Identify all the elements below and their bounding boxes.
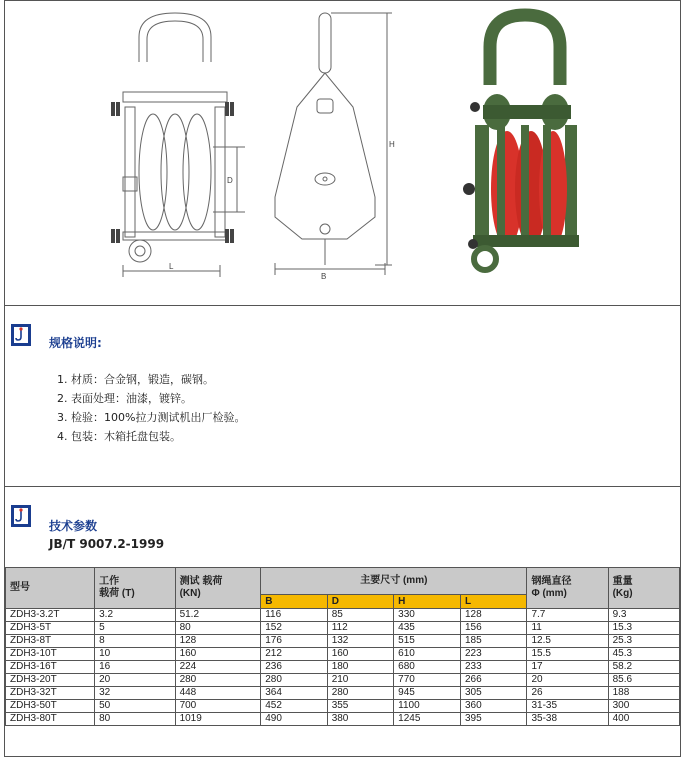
table-cell: 15.5 (527, 648, 608, 661)
table-cell: 80 (95, 713, 175, 726)
table-cell: ZDH3-32T (6, 687, 95, 700)
table-cell: 9.3 (608, 609, 679, 622)
table-cell: 330 (394, 609, 461, 622)
dim-label-h: H (389, 140, 395, 149)
table-cell: 20 (527, 674, 608, 687)
specs-heading: 规格说明: (49, 336, 102, 350)
sub-header-b: B (261, 595, 327, 609)
table-cell: ZDH3-20T (6, 674, 95, 687)
front-view-drawing (105, 7, 245, 282)
hook-logo-icon (11, 324, 31, 346)
specs-item: 4. 包装：木箱托盘包装。 (71, 427, 245, 446)
tech-heading: 技术参数 (49, 519, 98, 533)
specs-section (5, 306, 680, 487)
dim-label-b: B (321, 272, 327, 281)
table-cell: ZDH3-80T (6, 713, 95, 726)
table-cell: 305 (460, 687, 526, 700)
table-cell: ZDH3-8T (6, 635, 95, 648)
table-cell: 51.2 (175, 609, 261, 622)
table-cell: 355 (327, 700, 393, 713)
table-body (6, 609, 680, 726)
table-cell: 176 (261, 635, 327, 648)
header-model: 型号 (6, 568, 95, 609)
table-cell: 770 (394, 674, 461, 687)
tech-section (5, 487, 680, 557)
table-cell: 10 (95, 648, 175, 661)
table-cell: ZDH3-16T (6, 661, 95, 674)
table-cell: 180 (327, 661, 393, 674)
table-cell: 364 (261, 687, 327, 700)
table-cell: 280 (175, 674, 261, 687)
table-cell: 15.3 (608, 622, 679, 635)
table-cell: 188 (608, 687, 679, 700)
table-cell: 395 (460, 713, 526, 726)
table-cell: 160 (327, 648, 393, 661)
table-cell: 210 (327, 674, 393, 687)
table-cell: 212 (261, 648, 327, 661)
table-cell: 1019 (175, 713, 261, 726)
table-cell: 452 (261, 700, 327, 713)
header-weight: 重量 (Kg) (608, 568, 679, 609)
table-cell: 26 (527, 687, 608, 700)
table-cell: 5 (95, 622, 175, 635)
table-cell: 360 (460, 700, 526, 713)
table-cell: 233 (460, 661, 526, 674)
table-cell: 1245 (394, 713, 461, 726)
table-cell: 380 (327, 713, 393, 726)
dim-label-l: L (169, 262, 174, 271)
table-cell: 152 (261, 622, 327, 635)
sub-header-d: D (327, 595, 393, 609)
table-cell: 80 (175, 622, 261, 635)
table-cell: ZDH3-10T (6, 648, 95, 661)
table-cell: 945 (394, 687, 461, 700)
table-cell: 7.7 (527, 609, 608, 622)
sub-header-l: L (460, 595, 526, 609)
header-test-load: 测试 载荷 (KN) (175, 568, 261, 609)
table-cell: ZDH3-3.2T (6, 609, 95, 622)
dim-label-d: D (227, 176, 233, 185)
table-cell: 1100 (394, 700, 461, 713)
table-cell: 266 (460, 674, 526, 687)
table-cell: 280 (327, 687, 393, 700)
table-cell: 680 (394, 661, 461, 674)
header-rope: 钢绳直径 Φ (mm) (527, 568, 608, 609)
table-row (6, 700, 680, 713)
table-cell: 17 (527, 661, 608, 674)
table-cell: 223 (460, 648, 526, 661)
table-cell: 185 (460, 635, 526, 648)
hook-logo-icon (11, 505, 31, 527)
table-row (6, 661, 680, 674)
table-row (6, 622, 680, 635)
table-row (6, 635, 680, 648)
header-work-load: 工作 载荷 (T) (95, 568, 175, 609)
table-cell: 156 (460, 622, 526, 635)
table-cell: 224 (175, 661, 261, 674)
specs-item: 1. 材质：合金钢，锻造，碳钢。 (71, 370, 245, 389)
table-cell: 20 (95, 674, 175, 687)
standard-code: JB/T 9007.2-1999 (49, 537, 165, 551)
table-cell: 12.5 (527, 635, 608, 648)
table-row (6, 687, 680, 700)
table-cell: 58.2 (608, 661, 679, 674)
table-row (6, 609, 680, 622)
pulley-block-photo (445, 7, 585, 282)
table-cell: 515 (394, 635, 461, 648)
table-cell: 490 (261, 713, 327, 726)
table-cell: 25.3 (608, 635, 679, 648)
table-cell: 610 (394, 648, 461, 661)
table-cell: 45.3 (608, 648, 679, 661)
table-cell: 128 (175, 635, 261, 648)
page-frame (4, 0, 681, 757)
table-cell: 400 (608, 713, 679, 726)
side-view-drawing (267, 7, 407, 282)
specs-item: 2. 表面处理：油漆，镀锌。 (71, 389, 245, 408)
table-cell: 85.6 (608, 674, 679, 687)
table-cell: 300 (608, 700, 679, 713)
table-cell: 16 (95, 661, 175, 674)
table-cell: ZDH3-5T (6, 622, 95, 635)
table-cell: 50 (95, 700, 175, 713)
specs-list (49, 370, 245, 446)
params-table (5, 567, 680, 726)
table-row (6, 674, 680, 687)
table-cell: 35-38 (527, 713, 608, 726)
table-cell: 435 (394, 622, 461, 635)
table-cell: ZDH3-50T (6, 700, 95, 713)
table-cell: 31-35 (527, 700, 608, 713)
table-cell: 116 (261, 609, 327, 622)
table-cell: 448 (175, 687, 261, 700)
table-cell: 8 (95, 635, 175, 648)
table-cell: 3.2 (95, 609, 175, 622)
table-cell: 160 (175, 648, 261, 661)
header-dims: 主要尺寸 (mm) (261, 568, 527, 595)
sub-header-h: H (394, 595, 461, 609)
table-cell: 132 (327, 635, 393, 648)
table-cell: 700 (175, 700, 261, 713)
table-cell: 280 (261, 674, 327, 687)
product-images (5, 1, 680, 306)
specs-item: 3. 检验：100%拉力测试机出厂检验。 (71, 408, 245, 427)
table-row (6, 648, 680, 661)
table-row (6, 713, 680, 726)
table-cell: 11 (527, 622, 608, 635)
table-cell: 112 (327, 622, 393, 635)
table-cell: 85 (327, 609, 393, 622)
table-cell: 128 (460, 609, 526, 622)
table-cell: 32 (95, 687, 175, 700)
table-cell: 236 (261, 661, 327, 674)
